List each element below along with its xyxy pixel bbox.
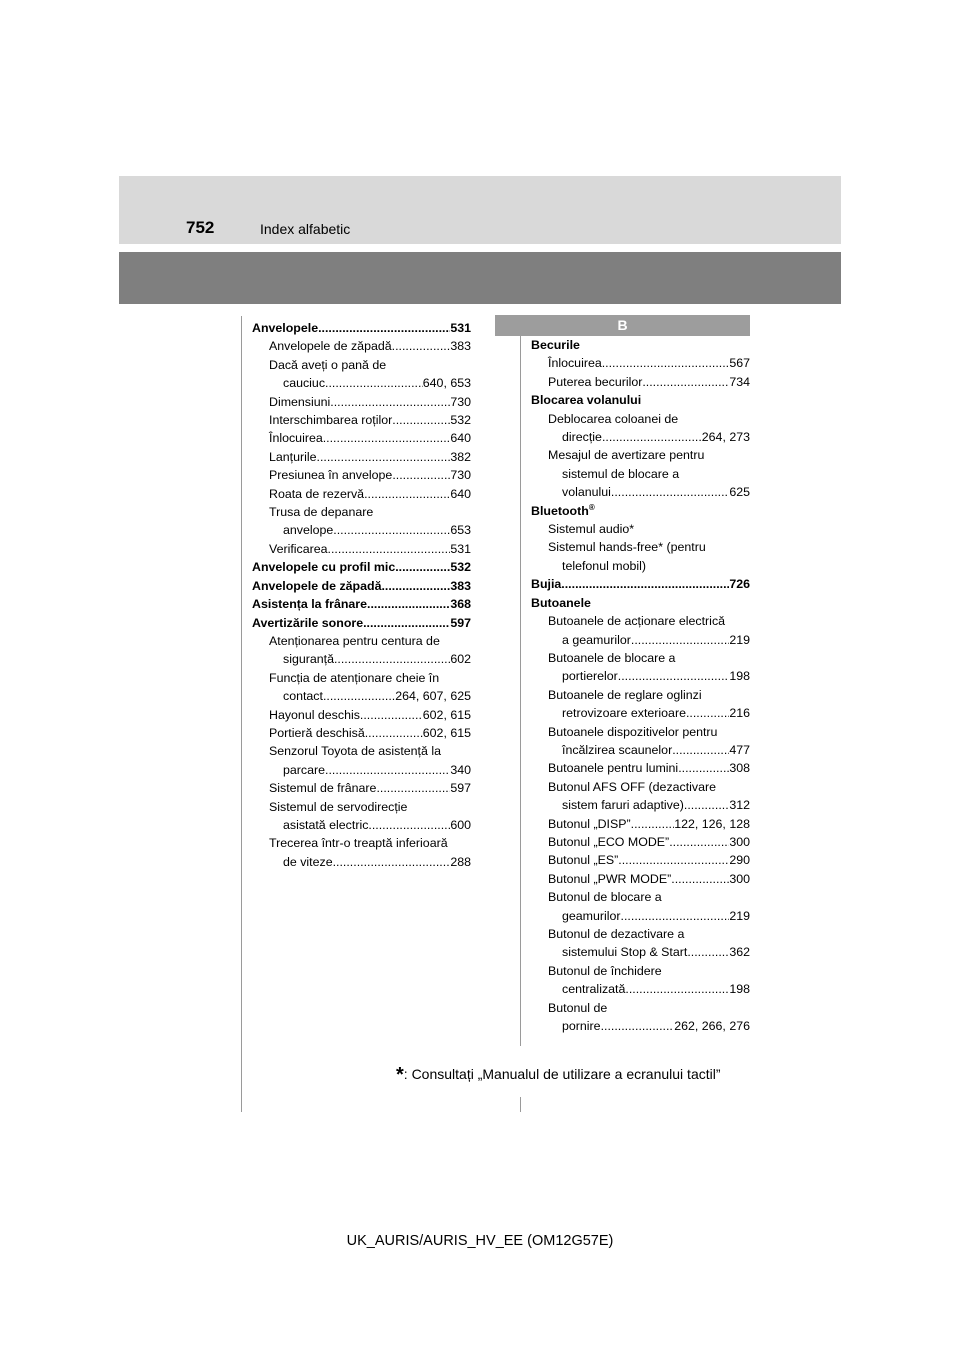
index-entry-page: 219 (729, 908, 750, 923)
registered-mark: ® (588, 502, 595, 512)
index-entry-page: 734 (729, 374, 750, 389)
dot-leader (318, 319, 450, 337)
dot-leader (561, 575, 729, 593)
index-entry-page: 653 (450, 523, 471, 538)
index-entry-term: de viteze (283, 854, 333, 869)
index-entry (531, 943, 750, 961)
index-entry-page: 640 (450, 486, 471, 501)
index-entry-page: 602, 615 (422, 707, 471, 722)
index-entry-term: Presiunea în anvelope (269, 468, 393, 483)
dot-leader (631, 815, 675, 833)
index-entry-term: portierelor (562, 669, 618, 684)
dot-leader (618, 851, 729, 869)
index-entry-page: 290 (729, 853, 750, 868)
index-entry (531, 888, 750, 906)
index-entry-term: siguranță (283, 652, 334, 667)
index-entry-term: Asistența la frânare (252, 597, 368, 612)
index-entry-term: sistem faruri adaptive) (562, 798, 684, 813)
index-entry (531, 649, 750, 667)
index-entry-term: parcare (283, 762, 326, 777)
index-entry-term: Butonul „PWR MODE” (548, 871, 672, 886)
footnote (396, 1064, 721, 1087)
index-entry-page: 531 (450, 321, 471, 335)
index-entry-page: 602 (450, 652, 471, 667)
index-entry-term: Sistemul hands-free* (pentru (548, 540, 706, 555)
dot-leader (325, 761, 450, 779)
dot-leader (611, 483, 729, 501)
dot-leader (625, 980, 729, 998)
footnote-star: * (396, 1064, 404, 1086)
dot-leader (328, 540, 451, 558)
index-entry (252, 650, 471, 668)
page-number: 752 (186, 218, 215, 237)
index-entry-term: Anvelopele de zăpadă (252, 578, 382, 593)
index-entry (531, 778, 750, 796)
index-entry-term: Avertizările sonore (252, 615, 364, 630)
index-entry (252, 779, 471, 797)
document-footer: UK_AURIS/AURIS_HV_EE (OM12G57E) (346, 1233, 614, 1249)
dot-leader (330, 393, 450, 411)
dot-leader (684, 796, 729, 814)
dot-leader (672, 741, 729, 759)
index-entry-page: 340 (450, 762, 471, 777)
index-entry-term: volanului (562, 485, 611, 500)
index-entry (531, 999, 750, 1017)
index-entry-term: Anvelopele de zăpadă (269, 339, 392, 354)
index-entry (531, 741, 750, 759)
column-divider (520, 316, 521, 1046)
index-entry (252, 374, 471, 392)
index-entry-term: Verificarea (269, 541, 328, 556)
index-entry-page: 602, 615 (422, 725, 471, 740)
dot-leader (392, 337, 451, 355)
dot-leader (687, 943, 729, 961)
index-entry (252, 761, 471, 779)
index-entry-page: 216 (729, 706, 750, 721)
index-entry (531, 1017, 750, 1035)
dot-leader (602, 354, 730, 372)
dot-leader (367, 595, 450, 613)
index-entry-term: Portieră deschisă (269, 725, 365, 740)
index-entry-page: 362 (729, 945, 750, 960)
index-entry-term: Butoanele (531, 595, 591, 610)
index-entry (252, 448, 471, 466)
index-entry (531, 520, 750, 538)
index-entry-term: asistată electric (283, 817, 369, 832)
index-entry-term: Lanțurile (269, 449, 317, 464)
index-entry (252, 706, 471, 724)
header-band (119, 252, 841, 304)
index-entry-term: Atenționarea pentru centura de (269, 633, 440, 648)
index-entry-page: 597 (450, 781, 471, 796)
dot-leader (360, 706, 423, 724)
dot-leader (323, 429, 451, 447)
index-entry-page: 625 (729, 485, 750, 500)
index-entry (531, 557, 750, 575)
section-letter-header: B (495, 315, 750, 336)
dot-leader (601, 1017, 675, 1035)
index-entry-term: Sistemul de servodirecție (269, 799, 408, 814)
index-entry-term: Înlocuirea (548, 356, 602, 371)
index-column-right (531, 336, 750, 1035)
index-entry-term: pornire (562, 1019, 601, 1034)
index-entry-term: Trusa de depanare (269, 505, 374, 520)
index-entry-term: Butonul „ES” (548, 853, 619, 868)
dot-leader (392, 466, 450, 484)
index-entry (252, 337, 471, 355)
index-entry-term: Anvelopele cu profil mic (252, 560, 396, 575)
index-entry-page: 640 (450, 431, 471, 446)
index-entry-term: Sistemul de frânare (269, 781, 377, 796)
left-divider (241, 316, 242, 1112)
index-entry-term: Deblocarea coloanei de (548, 411, 679, 426)
index-entry-term: Butoanele dispozitivelor pentru (548, 724, 718, 739)
index-entry-term: Funcția de atenționare cheie în (269, 670, 440, 685)
dot-leader (669, 833, 729, 851)
index-entry-page: 308 (729, 761, 750, 776)
index-entry-page: 532 (450, 560, 471, 575)
index-entry-term: Butonul de blocare a (548, 890, 662, 905)
index-entry (252, 503, 471, 521)
index-entry-page: 312 (729, 798, 750, 813)
index-entry-term: Butoanele de reglare oglinzi (548, 687, 702, 702)
index-entry-page: 219 (729, 632, 750, 647)
index-entry (531, 373, 750, 391)
index-entry-term: Butoanele de acționare electrică (548, 614, 726, 629)
index-entry-term: Blocarea volanului (531, 393, 642, 408)
index-entry-page: 726 (729, 577, 750, 592)
index-entry-page: 532 (450, 413, 471, 428)
dot-leader (381, 577, 450, 595)
index-entry-term: Butonul AFS OFF (dezactivare (548, 779, 717, 794)
index-entry (531, 925, 750, 943)
index-entry (531, 686, 750, 704)
index-entry-term: Dimensiuni (269, 394, 331, 409)
index-entry-page: 300 (729, 871, 750, 886)
index-entry (252, 614, 471, 632)
dot-leader (334, 650, 450, 668)
dot-leader (317, 448, 451, 466)
index-entry (252, 632, 471, 650)
dot-leader (323, 687, 395, 705)
header-bar (119, 176, 841, 244)
dot-leader (376, 779, 450, 797)
index-entry (531, 428, 750, 446)
index-entry-term: Sistemul audio* (548, 522, 635, 537)
index-entry-page: 640, 653 (422, 376, 471, 391)
dot-leader (621, 907, 730, 925)
index-entry-term: Senzorul Toyota de asistență la (269, 744, 441, 759)
index-entry (531, 483, 750, 501)
index-entry (252, 319, 471, 337)
index-entry (252, 595, 471, 613)
index-entry-page: 383 (450, 339, 471, 354)
dot-leader (686, 704, 729, 722)
index-entry-page: 382 (450, 449, 471, 464)
index-entry (531, 575, 750, 593)
index-entry-page: 300 (729, 834, 750, 849)
dot-leader (392, 411, 450, 429)
index-entry (252, 577, 471, 595)
dot-leader (333, 521, 450, 539)
index-entry-term: retrovizoare exterioare (562, 706, 686, 721)
index-entry (252, 669, 471, 687)
index-entry (252, 834, 471, 852)
index-entry-term: sistemului Stop & Start (562, 945, 688, 960)
index-entry-term: Butoanele pentru lumini (548, 761, 679, 776)
index-entry (531, 723, 750, 741)
index-entry-term: Trecerea într-o treaptă inferioară (269, 836, 448, 851)
dot-leader (678, 759, 729, 777)
index-entry-term: direcție (562, 430, 602, 445)
index-entry (531, 980, 750, 998)
index-entry-term: anvelope (283, 523, 334, 538)
dot-leader (365, 724, 423, 742)
index-entry-page: 600 (450, 817, 471, 832)
dot-leader (368, 816, 450, 834)
index-entry-page: 198 (729, 982, 750, 997)
index-entry-page: 730 (450, 468, 471, 483)
index-entry-page: 730 (450, 394, 471, 409)
index-entry-term: Butoanele de blocare a (548, 650, 676, 665)
column-divider-tail (520, 1097, 521, 1112)
index-entry-term: contact (283, 689, 323, 704)
index-entry-term: Becurile (531, 338, 580, 352)
index-entry-page: 567 (729, 356, 750, 371)
index-entry-term: Bujia (531, 577, 562, 592)
index-entry-page: 122, 126, 128 (674, 816, 750, 831)
index-entry-term: Butonul de dezactivare a (548, 927, 685, 941)
index-entry (252, 429, 471, 447)
dot-leader (671, 870, 729, 888)
index-entry (531, 446, 750, 464)
index-entry-term: Mesajul de avertizare pentru (548, 448, 705, 463)
index-entry (531, 833, 750, 851)
index-entry (252, 558, 471, 576)
index-entry (531, 759, 750, 777)
index-entry-term: Roata de rezervă (269, 486, 365, 501)
index-entry-term: centralizată (562, 982, 626, 997)
index-entry-term: Butonul de (548, 1000, 608, 1015)
index-entry-page: 383 (450, 578, 471, 593)
index-entry (252, 356, 471, 374)
index-entry (531, 815, 750, 833)
index-entry (252, 742, 471, 760)
index-entry-page: 264, 607, 625 (395, 689, 471, 704)
index-entry (531, 962, 750, 980)
dot-leader (363, 614, 450, 632)
index-entry-page: 597 (450, 615, 471, 630)
dot-leader (602, 428, 702, 446)
index-entry (531, 612, 750, 630)
index-entry-term: a geamurilor (562, 632, 631, 647)
index-entry (531, 354, 750, 372)
index-entry (252, 687, 471, 705)
index-entry-term: geamurilor (562, 908, 621, 923)
index-entry (252, 724, 471, 742)
index-entry (252, 411, 471, 429)
index-entry (531, 631, 750, 649)
index-entry (252, 393, 471, 411)
dot-leader (395, 558, 450, 576)
index-entry (531, 336, 750, 354)
index-entry (531, 851, 750, 869)
index-entry-page: 368 (450, 597, 471, 612)
index-entry (252, 485, 471, 503)
index-entry-page: 531 (450, 541, 471, 556)
index-entry-term: cauciuc (283, 376, 326, 391)
index-entry-term: telefonul mobil) (562, 558, 647, 573)
index-entry (252, 853, 471, 871)
index-entry-term: Anvelopele (252, 321, 319, 335)
index-entry (531, 667, 750, 685)
dot-leader (618, 667, 730, 685)
index-entry (531, 538, 750, 556)
index-entry (252, 521, 471, 539)
index-entry (531, 594, 750, 612)
index-entry (531, 502, 750, 520)
index-entry-term: Butonul „ECO MODE” (548, 834, 670, 849)
index-entry (252, 540, 471, 558)
index-entry-term: încălzirea scaunelor (562, 742, 673, 757)
index-entry (531, 796, 750, 814)
dot-leader (325, 374, 423, 392)
index-entry (531, 391, 750, 409)
index-entry (531, 465, 750, 483)
index-entry-term: Bluetooth (531, 503, 589, 518)
dot-leader (333, 853, 451, 871)
index-entry (252, 798, 471, 816)
index-entry-term: sistemul de blocare a (562, 466, 680, 481)
index-entry (531, 870, 750, 888)
index-entry-page: 477 (729, 742, 750, 757)
dot-leader (642, 373, 729, 391)
index-entry-page: 264, 273 (701, 430, 750, 445)
index-entry-page: 262, 266, 276 (674, 1019, 750, 1034)
footnote-text: : Consultați „Manualul de utilizare a ecranului tactil” (403, 1066, 721, 1082)
index-entry-page: 198 (729, 669, 750, 684)
index-entry-term: Puterea becurilor (548, 374, 643, 389)
index-entry (531, 907, 750, 925)
index-entry (531, 704, 750, 722)
index-entry (252, 816, 471, 834)
index-entry-term: Butonul de închidere (548, 963, 662, 978)
index-entry (531, 410, 750, 428)
index-entry-term: Interschimbarea roților (269, 413, 393, 428)
dot-leader (631, 631, 729, 649)
page-title: Index alfabetic (260, 221, 351, 237)
index-entry-term: Dacă aveți o pană de (269, 357, 387, 372)
index-entry-term: Hayonul deschis (269, 707, 360, 722)
index-entry-term: Înlocuirea (269, 431, 323, 446)
index-entry-page: 288 (450, 854, 471, 869)
index-column-left (252, 319, 471, 871)
dot-leader (364, 485, 450, 503)
index-entry (252, 466, 471, 484)
index-entry-term: Butonul „DISP” (548, 816, 631, 831)
